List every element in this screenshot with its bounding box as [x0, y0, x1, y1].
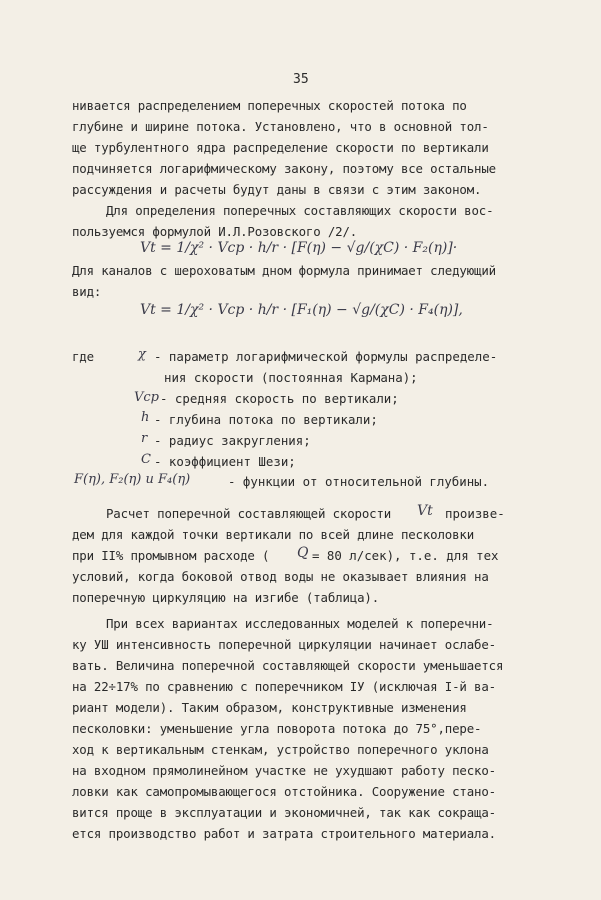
- symbol-r: r: [141, 431, 148, 446]
- text-line: ход к вертикальным стенкам, устройство поперечного уклона: [72, 742, 489, 757]
- text-line: глубине и ширине потока. Установлено, что в основной тол-: [72, 119, 489, 134]
- text-line: Расчет поперечной составляющей скорости: [106, 506, 392, 521]
- text-line: риант модели). Таким образом, конструктивные изменения: [72, 700, 467, 715]
- text-line: подчиняется логарифмическому закону, поэтому все остальные: [72, 161, 496, 176]
- symbol-c: C: [141, 452, 151, 467]
- formula-2: Vt = 1/χ² · Vср · h/r · [F₁(η) − √g/(χC) · F₄(η)],: [140, 302, 463, 318]
- text-line: на 22÷17% по сравнению с поперечником IУ (исключая I-й ва-: [72, 679, 496, 694]
- symbol-h: h: [141, 410, 150, 425]
- text-line: песколовки: уменьшение угла поворота потока до 75°,пере-: [72, 721, 482, 736]
- formula-1: Vt = 1/χ² · Vср · h/r · [F(η) − √g/(χC) · F₂(η)]·: [140, 240, 458, 256]
- text-line: вится проще в эксплуатации и экономичней, так как сокраща-: [72, 805, 496, 820]
- text-line: ку УШ интенсивность поперечной циркуляции начинает ослабе-: [72, 637, 496, 652]
- definition-text: - глубина потока по вертикали;: [154, 412, 378, 427]
- functions-symbols: F(η), F₂(η) и F₄(η): [74, 472, 191, 487]
- text-line: При всех вариантах исследованных моделей к поперечни-: [106, 616, 494, 631]
- text-line: = 80 л/сек), т.е. для тех: [312, 548, 499, 563]
- definition-text: - радиус закругления;: [154, 433, 311, 448]
- text-line: вид:: [72, 284, 102, 299]
- text-line: рассуждения и расчеты будут даны в связи с этим законом.: [72, 182, 482, 197]
- text-line: поперечную циркуляцию на изгибе (таблица).: [72, 590, 380, 605]
- text-line: нивается распределением поперечных скоростей потока по: [72, 98, 467, 113]
- text-line: условий, когда боковой отвод воды не оказывает влияния на: [72, 569, 489, 584]
- definition-text: - коэффициент Шези;: [154, 454, 296, 469]
- definition-text: - параметр логарифмической формулы распределе-: [154, 349, 498, 364]
- symbol-q: Q: [297, 545, 309, 561]
- symbol-v-avg: Vср: [134, 390, 159, 405]
- symbol-chi: χ: [138, 347, 146, 362]
- page-number: 35: [293, 72, 309, 87]
- text-line: пользуемся формулой И.Л.Розовского /2/.: [72, 224, 358, 239]
- text-line: дем для каждой точки вертикали по всей длине песколовки: [72, 527, 475, 542]
- text-line: Для определения поперечных составляющих скорости вос-: [106, 203, 494, 218]
- definition-text: ния скорости (постоянная Кармана);: [164, 370, 418, 385]
- text-line: произве-: [445, 506, 505, 521]
- definitions-label: где: [72, 349, 94, 364]
- text-line: ще турбулентного ядра распределение скорости по вертикали: [72, 140, 489, 155]
- text-line: ется производство работ и затрата строительного материала.: [72, 826, 496, 841]
- text-line: ловки как самопромывающегося отстойника. Сооружение стано-: [72, 784, 496, 799]
- functions-text: - функции от относительной глубины.: [228, 474, 490, 489]
- text-line: при II% промывном расходе (: [72, 548, 270, 563]
- symbol-vt: Vt: [417, 503, 433, 519]
- definition-text: - средняя скорость по вертикали;: [160, 391, 399, 406]
- text-line: вать. Величина поперечной составляющей скорости уменьшается: [72, 658, 504, 673]
- text-line: Для каналов с шероховатым дном формула принимает следующий: [72, 263, 496, 278]
- text-line: на входном прямолинейном участке не ухудшают работу песко-: [72, 763, 496, 778]
